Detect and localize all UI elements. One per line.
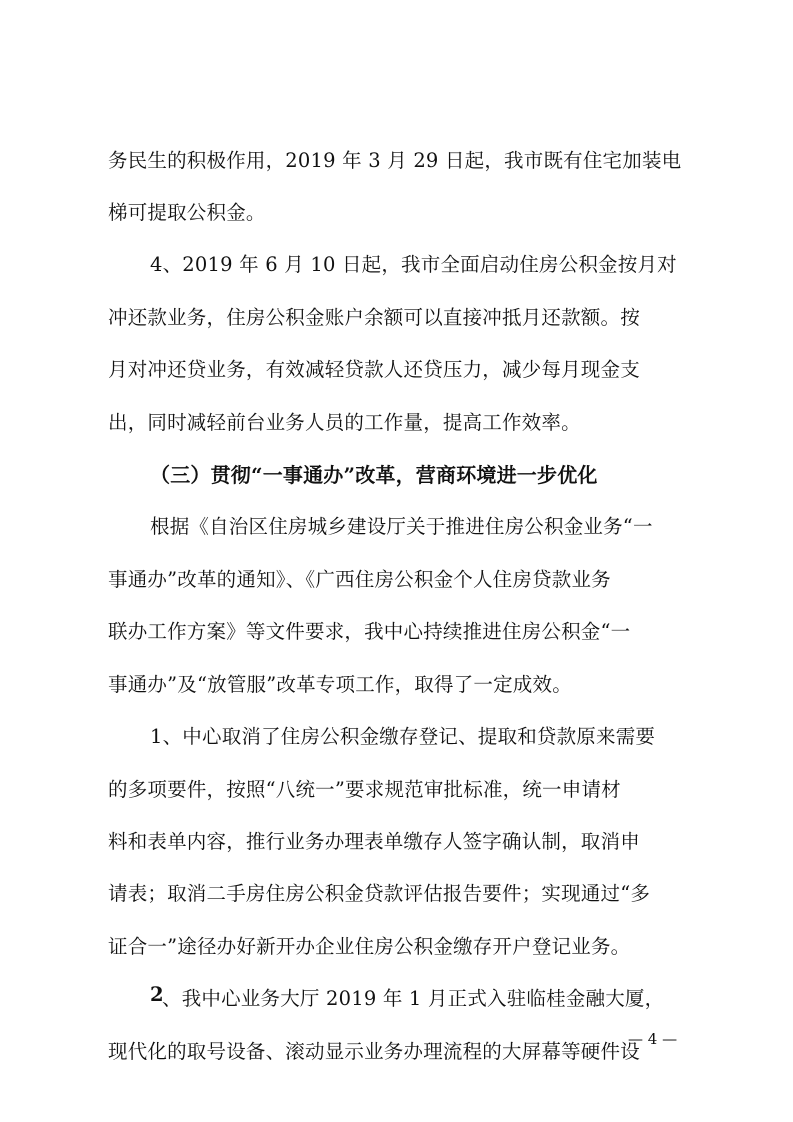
paragraph-text: 事通办”改革的通知》、《广西住房公积金个人住房贷款业务: [108, 568, 611, 591]
paragraph-text: 事通办”及“放管服”改革专项工作，取得了一定成效。: [108, 673, 572, 696]
paragraph-text: 证合一”途径办好新开办企业住房公积金缴存开户登记业务。: [108, 935, 631, 958]
paragraph-text: 梯可提取公积金。: [108, 201, 266, 224]
paragraph-text: 4、2019 年 6 月 10 日起，我市全面启动住房公积金按月对: [150, 253, 677, 276]
item-number: 2: [150, 983, 164, 1006]
paragraph-text: 、我中心业务大厅 2019 年 1 月正式入驻临桂金融大厦，: [162, 987, 665, 1010]
paragraph-text: 现代化的取号设备、滚动显示业务办理流程的大屏幕等硬件设: [108, 1040, 640, 1063]
paragraph-text: 出，同时减轻前台业务人员的工作量，提高工作效率。: [108, 411, 581, 434]
paragraph-text: 1、中心取消了住房公积金缴存登记、提取和贷款原来需要: [150, 725, 656, 748]
paragraph-text: 月对冲还贷业务，有效减轻贷款人还贷压力，减少每月现金支: [108, 358, 640, 381]
paragraph-text: 的多项要件，按照“八统一”要求规范审批标准，统一申请材: [108, 778, 621, 801]
paragraph-text: 务民生的积极作用，2019 年 3 月 29 日起，我市既有住宅加装电: [108, 149, 682, 172]
paragraph-text: 请表；取消二手房住房公积金贷款评估报告要件；实现通过“多: [108, 882, 651, 905]
paragraph-text: 冲还款业务，住房公积金账户余额可以直接冲抵月还款额。按: [108, 306, 640, 329]
paragraph-text: 联办工作方案》等文件要求，我中心持续推进住房公积金“一: [108, 620, 631, 643]
section-heading-text: （三）贯彻“一事通办”改革，营商环境进一步优化: [150, 463, 598, 487]
paragraph-text: 料和表单内容，推行业务办理表单缴存人签字确认制，取消申: [108, 830, 640, 853]
paragraph-text: 根据《自治区住房城乡建设厅关于推进住房公积金业务“一: [150, 515, 653, 538]
page-number: — 4 —: [628, 1030, 678, 1048]
